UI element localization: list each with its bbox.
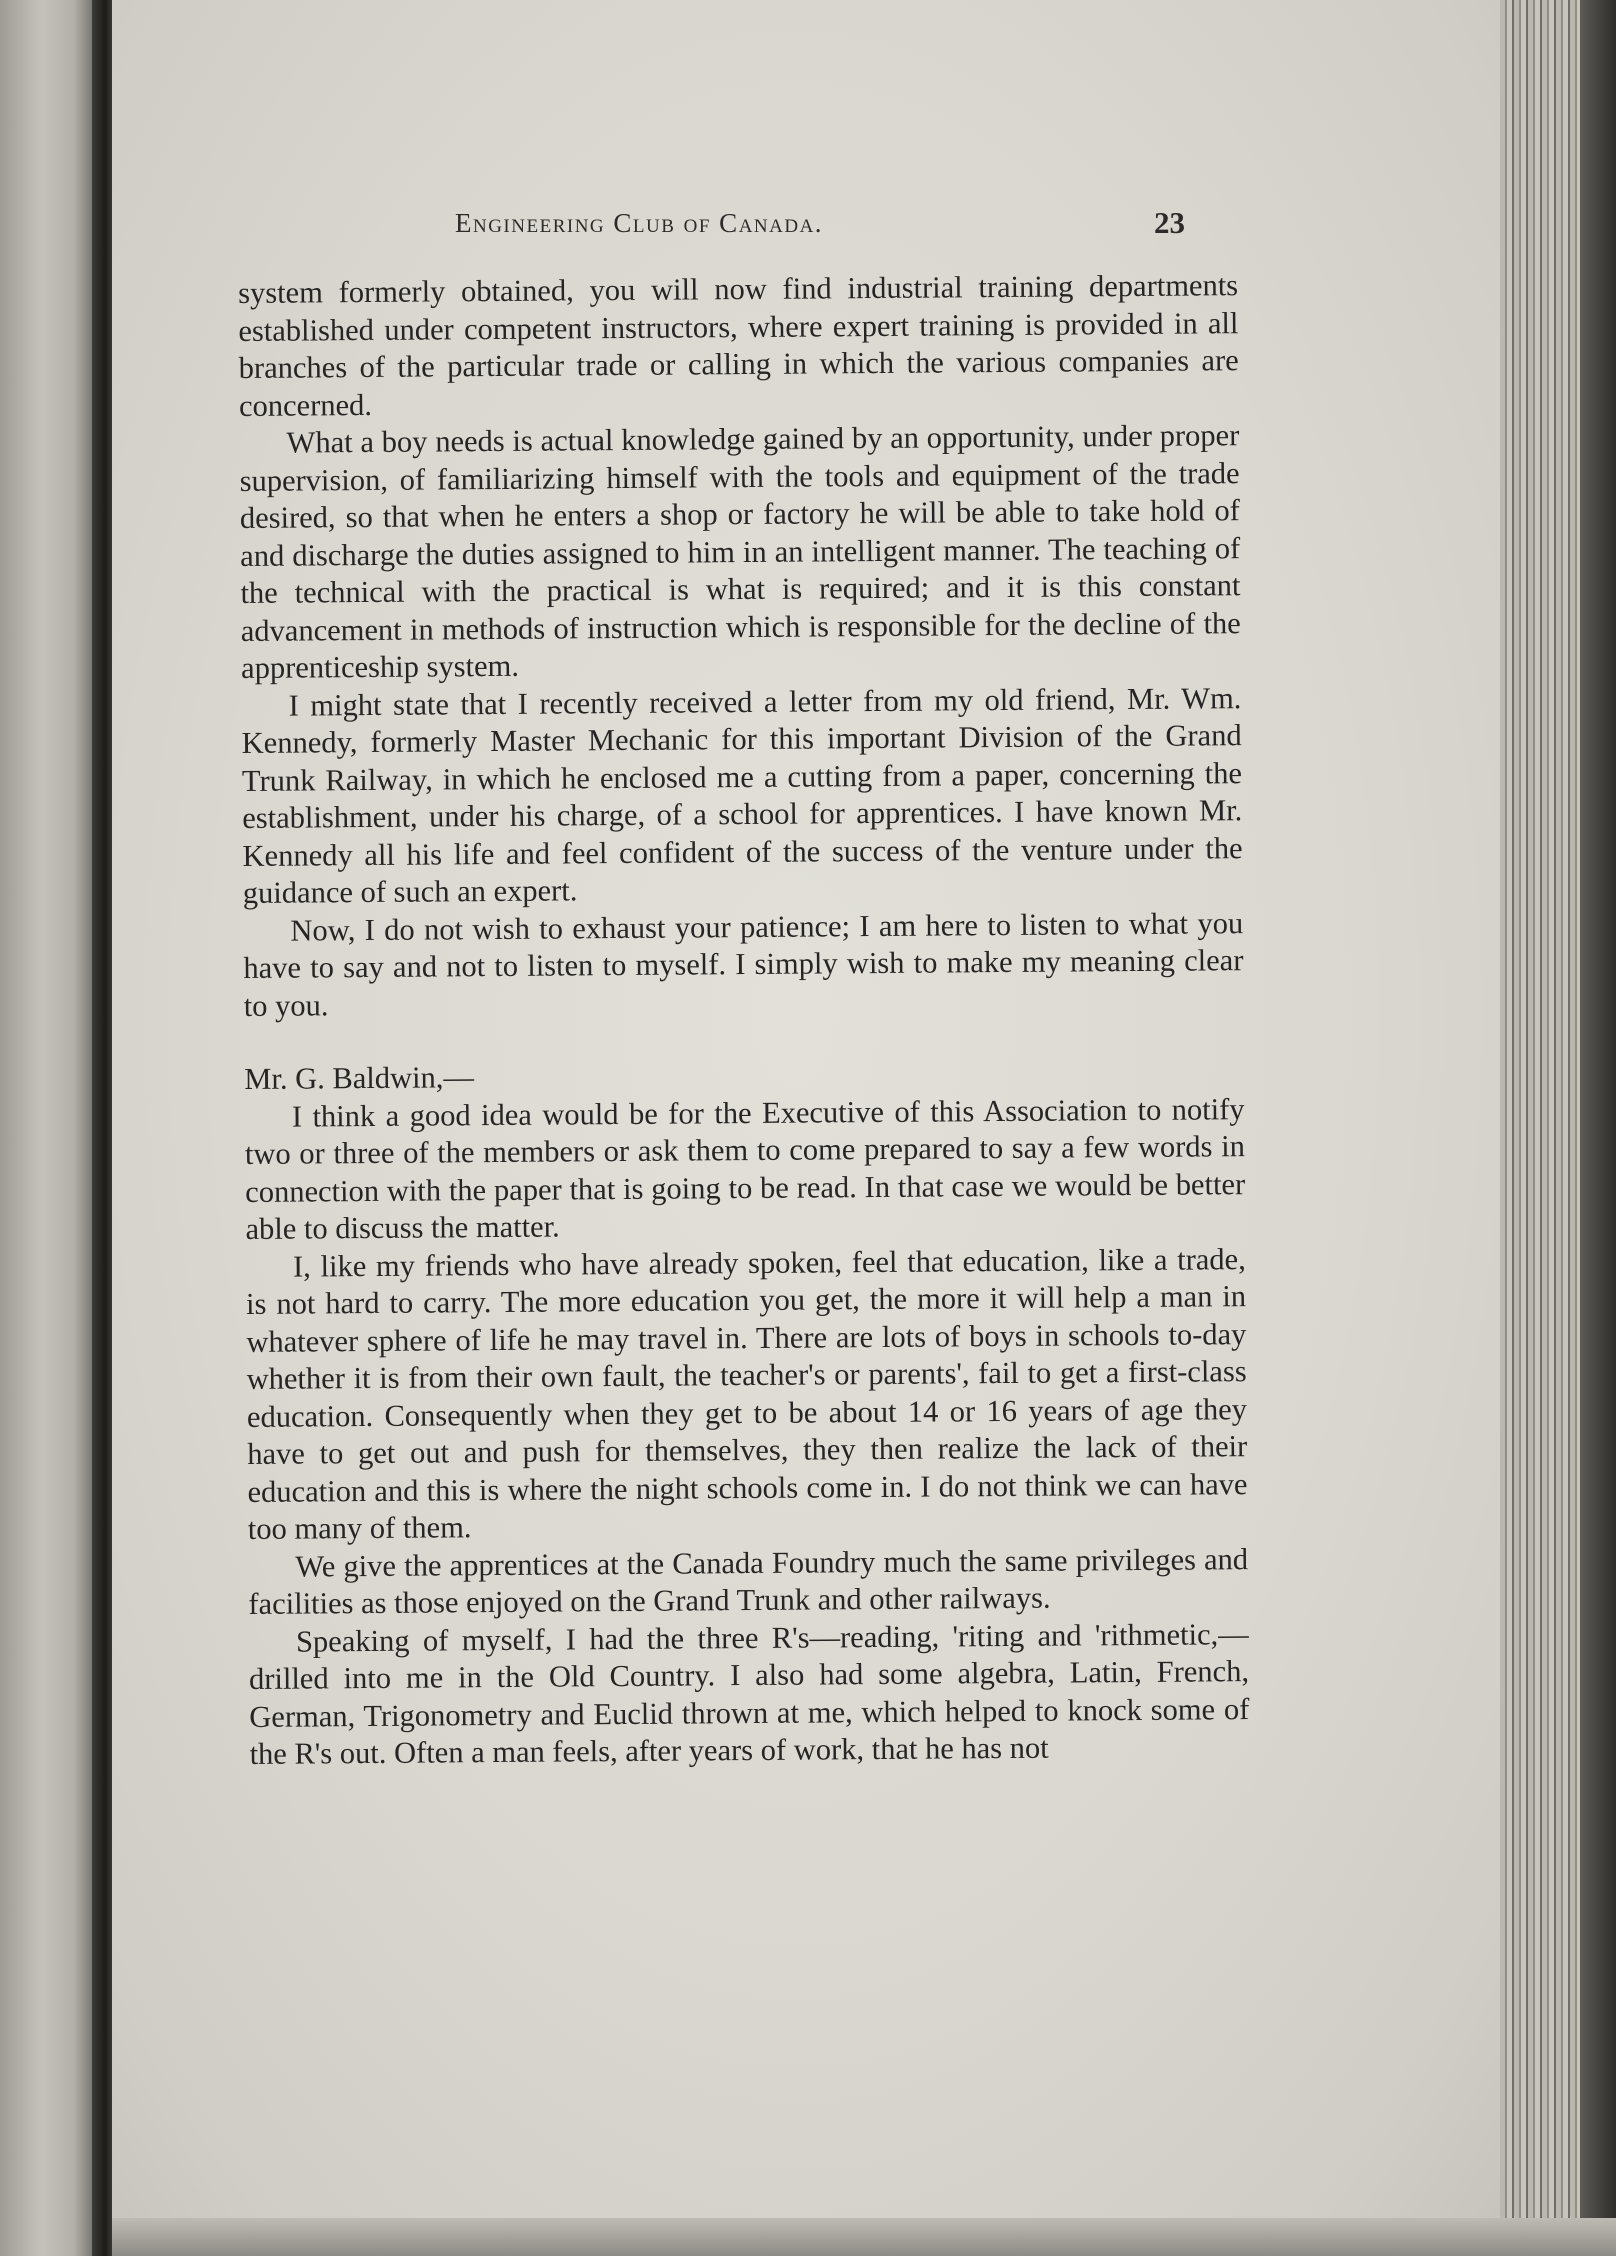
paragraph: I might state that I recently received a letter from my old friend, Mr. Wm. Kennedy, formerly Master Mechanic for this important Division of the Grand Trunk Railway, in which he enclosed me a cutting from a paper, concerning the establishment, under his charge, of a school for apprentices. I have known Mr. Kennedy all his life and feel confident of the success of the venture under the guidance of such an expert. [241,680,1243,910]
paragraph: Now, I do not wish to exhaust your patience; I am here to listen to what you have to say and not to listen to myself. I simply wish to make my meaning clear to you. [243,905,1244,1023]
speaker-name: Mr. G. Baldwin,— [244,1060,475,1096]
paragraph: We give the apprentices at the Canada Foundry much the same privileges and facilities as those enjoyed on the Grand Trunk and other railways. [248,1541,1249,1621]
page-number: 23 [1154,205,1185,240]
paragraph: What a boy needs is actual knowledge gained by an opportunity, under proper supervision, of familiarizing himself with the tools and equipment of the trade desired, so that when he enters a shop or factory he will be able to take hold of and discharge the duties assigned to him in an intelligent manner. The teaching of the technical with the practical is what is required; and it is this constant advancement in methods of instruction which is responsible for the decline of the apprenticeship system. [239,418,1241,685]
facing-page-edge [0,0,92,2256]
paragraph: system formerly obtained, you will now find industrial training departments established under competent instructors, where expert training is provided in all branches of the particular trade or calling in which the various companies are concerned. [238,268,1239,423]
paragraph: I, like my friends who have already spoken, feel that education, like a trade, is not hard to carry. The more education you get, the more it will help a man in whatever sphere of life he may travel in. There are lots of boys in schools to-day whether it is from their own fault, the teacher's or parents', fail to get a first-class education. Consequently when they get to be about 14 or 16 years of age they have to get out and push for themselves, they then realize the lack of their education and this is where the night schools come in. I do not think we can have too many of them. [245,1241,1248,1546]
running-head-title: Engineering Club of Canada. [455,208,824,238]
paragraph: I think a good idea would be for the Executive of this Association to notify two or three of the members or ask them to come prepared to say a few words in connection with the paper that is going to be read. In that case we would be better able to discuss the matter. [244,1091,1246,1246]
body-text [238,267,1250,1773]
cover-edge [1580,0,1616,2256]
paragraph: Speaking of myself, I had the three R's—reading, 'riting and 'rithmetic,—drilled into me in the Old Country. I also had some algebra, Latin, French, German, Trigonometry and Euclid thrown at me, which helped to knock some of the R's out. Often a man feels, after years of work, that he has not [248,1616,1250,1771]
page-bottom-edge [112,2218,1616,2256]
running-head [455,205,1185,240]
